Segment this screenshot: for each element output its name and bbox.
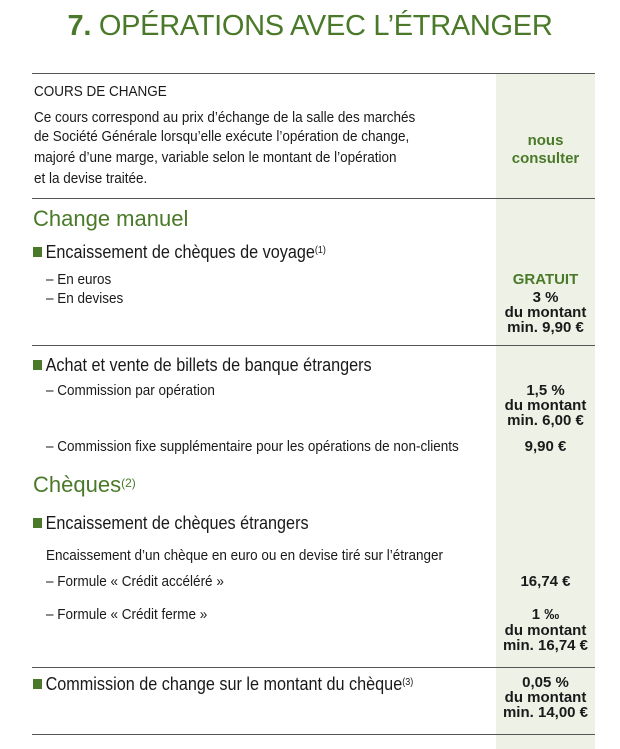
- voyage-item-euros: – En euros: [46, 271, 112, 288]
- cours-text-line: de Société Générale lorsqu’elle exécute l’opération de change,: [34, 128, 410, 145]
- billets-commission-price-line: 1,5 %: [526, 382, 565, 399]
- footnote-ref: (3): [402, 677, 414, 688]
- ferme-price-line: 1 ‰: [531, 606, 560, 623]
- ferme-price-line: min. 16,74 €: [502, 637, 589, 654]
- billets-fixe-label: – Commission fixe supplémentaire pour les opérations de non-clients: [46, 438, 459, 455]
- price-devises-line: min. 9,90 €: [507, 319, 584, 336]
- footnote-ref: (2): [121, 476, 136, 490]
- accelere-label: – Formule « Crédit accéléré »: [46, 573, 224, 590]
- ferme-label: – Formule « Crédit ferme »: [46, 606, 208, 623]
- subheading-commission: [33, 673, 413, 695]
- billets-title: Achat et vente de billets de banque étrangers: [45, 355, 372, 375]
- billets-commission-label: – Commission par opération: [46, 382, 215, 399]
- commission-title: Commission de change sur le montant du chèque: [45, 674, 403, 694]
- billets-commission-price-line: min. 6,00 €: [507, 412, 584, 429]
- section-title: OPÉRATIONS AVEC L’ÉTRANGER: [98, 10, 553, 42]
- billets-commission-price-line: du montant: [504, 397, 587, 414]
- bullet-square-icon: [33, 679, 42, 689]
- bullet-square-icon: [33, 360, 42, 370]
- voyage-item-devises: – En devises: [46, 290, 124, 307]
- cours-text-line: Ce cours correspond au prix d’échange de la salle des marchés: [34, 109, 416, 126]
- divider: [32, 345, 595, 346]
- cours-price-line: nous: [527, 132, 564, 149]
- heading-cheques: [33, 472, 136, 498]
- ferme-price-line: du montant: [504, 622, 587, 639]
- page-title: [0, 10, 620, 43]
- footnote-ref: (1): [314, 245, 326, 256]
- accelere-price: 16,74 €: [520, 573, 571, 590]
- divider: [32, 734, 595, 735]
- subheading-voyage: [33, 241, 326, 263]
- divider: [32, 73, 595, 74]
- subheading-billets: [33, 354, 372, 376]
- commission-price-line: min. 14,00 €: [502, 704, 589, 721]
- price-euros: GRATUIT: [512, 271, 579, 288]
- section-number: 7.: [67, 10, 92, 42]
- bullet-square-icon: [33, 247, 42, 257]
- price-devises-line: du montant: [504, 304, 587, 321]
- subheading-etrangers: [33, 512, 309, 534]
- etrangers-intro: Encaissement d’un chèque en euro ou en devise tiré sur l’étranger: [46, 547, 443, 564]
- etrangers-title: Encaissement de chèques étrangers: [45, 513, 309, 533]
- cours-text-line: et la devise traitée.: [34, 170, 148, 187]
- price-devises-line: 3 %: [532, 289, 559, 306]
- billets-fixe-price: 9,90 €: [524, 438, 567, 455]
- cheques-heading-text: Chèques: [33, 472, 122, 497]
- commission-price-line: du montant: [504, 689, 587, 706]
- heading-change-manuel: Change manuel: [33, 206, 189, 231]
- cours-price-line: consulter: [511, 150, 580, 167]
- cours-label: COURS DE CHANGE: [34, 83, 167, 100]
- commission-price-line: 0,05 %: [522, 674, 569, 691]
- divider: [32, 667, 595, 668]
- voyage-title: Encaissement de chèques de voyage: [45, 242, 315, 262]
- bullet-square-icon: [33, 518, 42, 528]
- cours-text-line: majoré d’une marge, variable selon le montant de l’opération: [34, 149, 397, 166]
- divider: [32, 198, 595, 199]
